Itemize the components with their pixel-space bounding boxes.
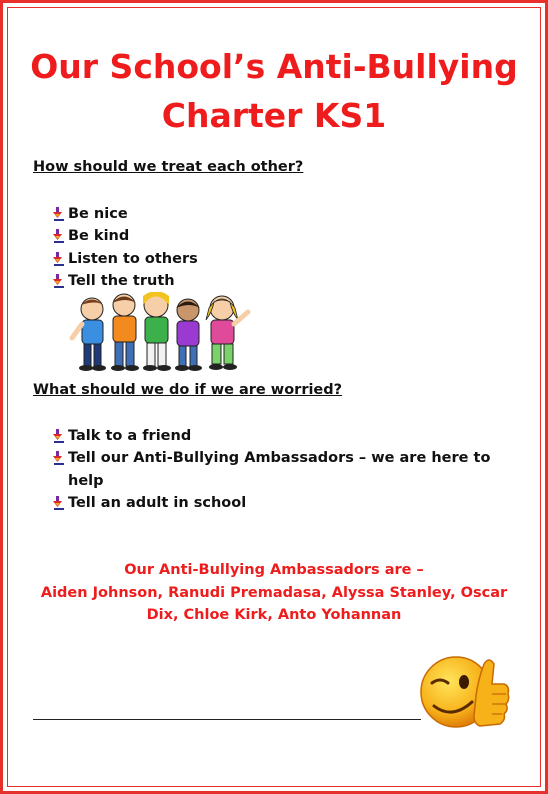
down-arrow-bullet-icon xyxy=(52,451,65,465)
list-item xyxy=(52,447,492,492)
page-title xyxy=(0,42,548,140)
down-arrow-bullet-icon xyxy=(52,429,65,443)
list-item-label: Listen to others xyxy=(68,250,198,267)
list-item xyxy=(52,248,198,270)
section-heading-treat: How should we treat each other? xyxy=(33,159,304,175)
ambassadors-block xyxy=(30,559,518,627)
list-item-label: Be kind xyxy=(68,228,130,245)
down-arrow-bullet-icon xyxy=(52,229,65,243)
list-item xyxy=(52,270,198,292)
list-item-label: Talk to a friend xyxy=(68,428,192,444)
ambassadors-intro: Our Anti-Bullying Ambassadors are – xyxy=(124,562,424,578)
down-arrow-bullet-icon xyxy=(52,274,65,288)
down-arrow-bullet-icon xyxy=(52,496,65,510)
child-figure xyxy=(111,294,139,371)
title-line-2: Charter KS1 xyxy=(161,96,387,135)
signature-line xyxy=(33,719,421,720)
list-item-label: Tell our Anti-Bullying Ambassadors – we are here to help xyxy=(68,450,491,489)
child-figure xyxy=(206,296,248,370)
title-line-1: Our School’s Anti-Bullying xyxy=(30,47,518,86)
list-item-label: Be nice xyxy=(68,206,128,222)
child-figure xyxy=(72,298,106,371)
child-figure xyxy=(175,299,202,371)
child-figure xyxy=(143,292,171,371)
children-group-illustration xyxy=(66,292,252,374)
list-item xyxy=(52,492,492,514)
list-item-label: Tell the truth xyxy=(68,272,175,289)
list-item xyxy=(52,225,198,247)
section-heading-worried: What should we do if we are worried? xyxy=(33,382,343,398)
list-item xyxy=(52,425,492,447)
winking-thumbs-up-smiley-icon xyxy=(418,650,512,738)
list-item-label: Tell an adult in school xyxy=(68,494,247,511)
down-arrow-bullet-icon xyxy=(52,252,65,266)
treat-list xyxy=(52,203,198,292)
down-arrow-bullet-icon xyxy=(52,207,65,221)
ambassadors-names: Aiden Johnson, Ranudi Premadasa, Alyssa Stanley, Oscar Dix, Chloe Kirk, Anto Yohannan xyxy=(40,584,508,624)
worried-list xyxy=(52,425,492,514)
list-item xyxy=(52,203,198,225)
